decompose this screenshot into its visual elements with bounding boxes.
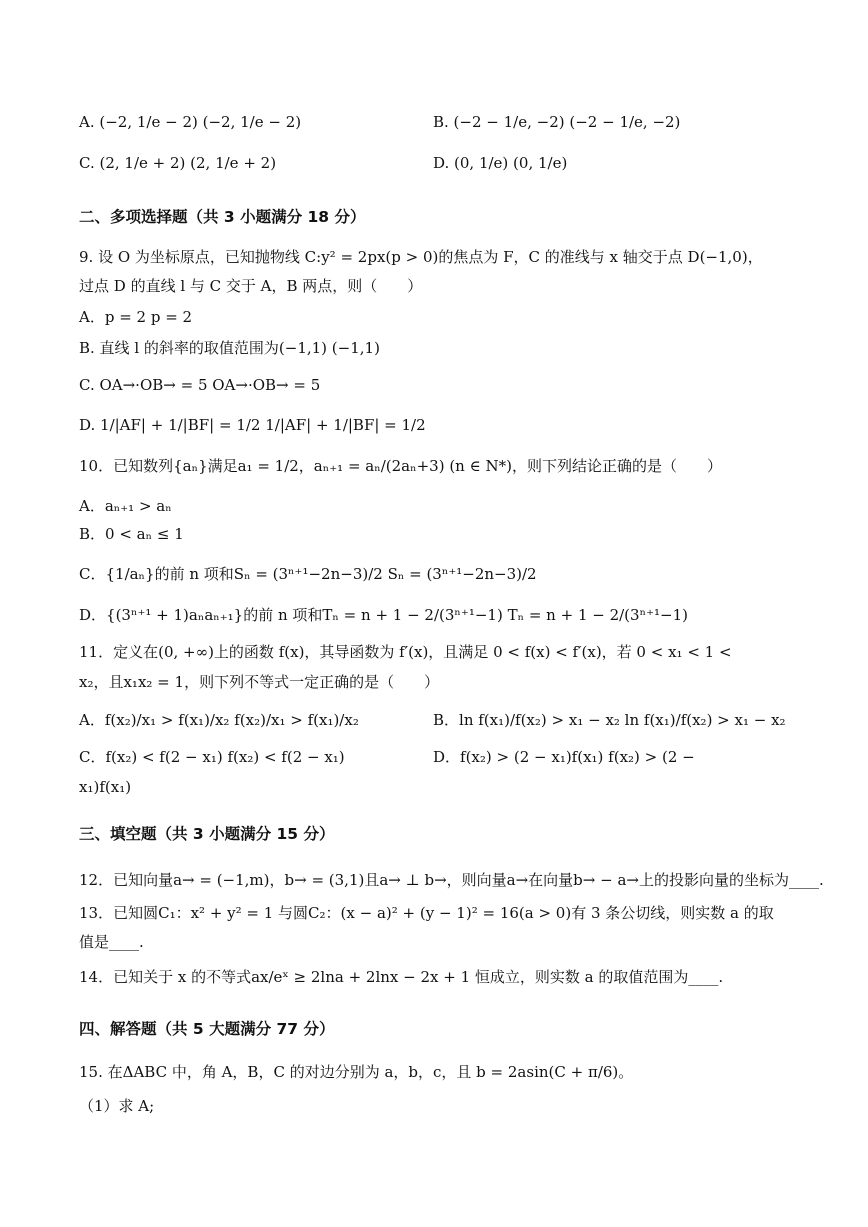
q11-stem-line2: x₂，且x₁x₂ = 1，则下列不等式一定正确的是（ ）	[79, 673, 440, 691]
q10-stem: 10．已知数列{aₙ}满足a₁ = 1/2，aₙ₊₁ = aₙ/(2aₙ+3) (n ∈ N*)，则下列结论正确的是（ ）	[79, 457, 722, 475]
q11-option-d-line2: x₁)f(x₁)	[79, 778, 132, 796]
q10-option-d: D．{(3ⁿ⁺¹ + 1)aₙaₙ₊₁}的前 n 项和Tₙ = n + 1 − 2/(3ⁿ⁺¹−1) Tₙ = n + 1 − 2/(3ⁿ⁺¹−1)	[79, 606, 688, 624]
q8-option-a: A. (−2, 1/e − 2) (−2, 1/e − 2)	[79, 113, 302, 131]
q10-option-a: A．aₙ₊₁ > aₙ	[79, 497, 172, 515]
q9-stem-line1: 9. 设 O 为坐标原点，已知抛物线 C:y² = 2px(p > 0)的焦点为 F，C 的准线与 x 轴交于点 D(−1,0)，	[79, 248, 763, 266]
q13-stem-line2: 值是____.	[79, 933, 144, 951]
q11-option-b: B．ln f(x₁)/f(x₂) > x₁ − x₂ ln f(x₁)/f(x₂) > x₁ − x₂	[433, 711, 786, 729]
q9-stem-line2: 过点 D 的直线 l 与 C 交于 A，B 两点，则（ ）	[79, 277, 423, 295]
q11-option-a: A．f(x₂)/x₁ > f(x₁)/x₂ f(x₂)/x₁ > f(x₁)/x₂	[79, 711, 359, 729]
q13-stem-line1: 13．已知圆C₁：x² + y² = 1 与圆C₂：(x − a)² + (y − 1)² = 16(a > 0)有 3 条公切线，则实数 a 的取	[79, 904, 774, 922]
q9-option-b: B. 直线 l 的斜率的取值范围为(−1,1) (−1,1)	[79, 339, 380, 357]
q9-option-a: A．p = 2 p = 2	[79, 308, 193, 326]
section4-heading: 四、解答题（共 5 大题满分 77 分）	[79, 1020, 335, 1038]
q12-stem: 12．已知向量a→ = (−1,m)，b→ = (3,1)且a→ ⊥ b→，则向量a→在向量b→ − a→上的投影向量的坐标为____.	[79, 871, 824, 889]
q11-option-d-line1: D．f(x₂) > (2 − x₁)f(x₁) f(x₂) > (2 −	[433, 748, 695, 766]
q8-option-b: B. (−2 − 1/e, −2) (−2 − 1/e, −2)	[433, 113, 681, 131]
q11-stem-line1: 11．定义在(0, +∞)上的函数 f(x)，其导函数为 f′(x)，且满足 0 < f(x) < f′(x)，若 0 < x₁ < 1 <	[79, 643, 732, 661]
q11-option-c: C．f(x₂) < f(2 − x₁) f(x₂) < f(2 − x₁)	[79, 748, 345, 766]
section2-heading: 二、多项选择题（共 3 小题满分 18 分）	[79, 208, 366, 226]
q10-option-b: B．0 < aₙ ≤ 1	[79, 525, 184, 543]
q9-option-c: C. OA→·OB→ = 5 OA→·OB→ = 5	[79, 376, 321, 394]
q9-option-d: D. 1/|AF| + 1/|BF| = 1/2 1/|AF| + 1/|BF| = 1/2	[79, 416, 426, 434]
q10-option-c: C．{1/aₙ}的前 n 项和Sₙ = (3ⁿ⁺¹−2n−3)/2 Sₙ = (3ⁿ⁺¹−2n−3)/2	[79, 565, 537, 583]
section3-heading: 三、填空题（共 3 小题满分 15 分）	[79, 825, 335, 843]
q15-stem: 15. 在ΔABC 中，角 A，B，C 的对边分别为 a，b，c，且 b = 2asin(C + π/6)。	[79, 1063, 634, 1081]
q14-stem: 14．已知关于 x 的不等式ax/eˣ ≥ 2lna + 2lnx − 2x + 1 恒成立，则实数 a 的取值范围为____.	[79, 968, 724, 986]
q15-part1: （1）求 A;	[79, 1097, 155, 1115]
q8-option-c: C. (2, 1/e + 2) (2, 1/e + 2)	[79, 154, 277, 172]
q8-option-d: D. (0, 1/e) (0, 1/e)	[433, 154, 568, 172]
